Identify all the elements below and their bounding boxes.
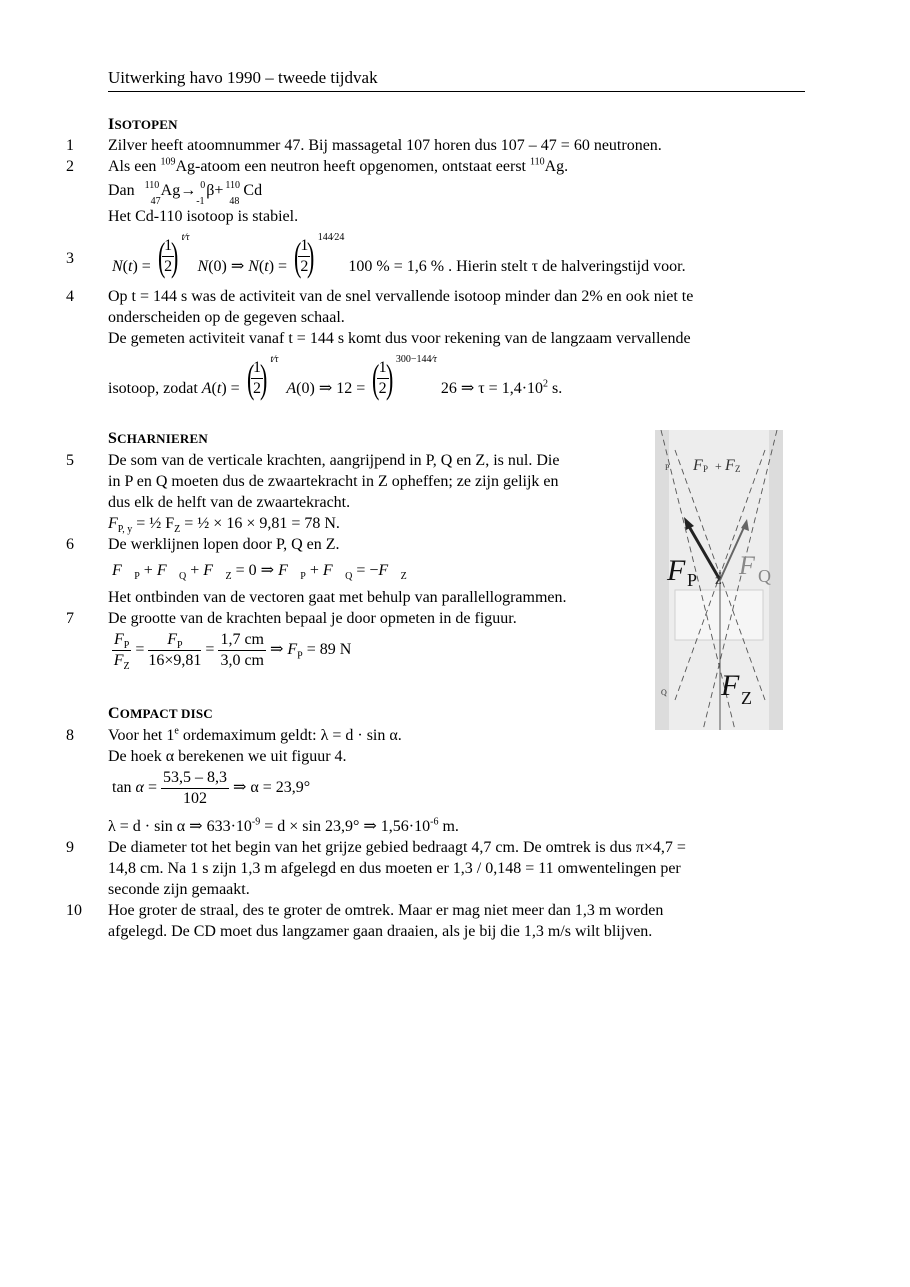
svg-text:Q: Q	[661, 688, 667, 697]
svg-text:P: P	[703, 464, 709, 474]
answer-5-line4: $F_{P, y}$ = ½ $F_Z$ = ½ × 16 × 9,81 = 78 N.	[108, 515, 340, 536]
svg-text:F: F	[725, 457, 735, 474]
answer-8-line2: De hoek α berekenen we uit figuur 4.	[108, 748, 347, 765]
question-number: 1	[66, 137, 74, 154]
svg-text:Z: Z	[735, 464, 741, 474]
force-diagram-figure	[655, 430, 783, 730]
svg-text:F: F	[721, 669, 740, 702]
question-number: 5	[66, 452, 74, 469]
question-number: 6	[66, 536, 74, 553]
answer-9-line1: De diameter tot het begin van het grijze gebied bedraagt 4,7 cm. De omtrek is dus π×4,7 =	[108, 839, 686, 856]
svg-text:Q: Q	[758, 566, 771, 586]
svg-text:+: +	[715, 459, 722, 473]
answer-4-line1: Op t = 144 s was de activiteit van de snel vervallende isotoop minder dan 2% en ook niet te	[108, 288, 694, 305]
page-header: Uitwerking havo 1990 – tweede tijdvak	[108, 68, 805, 92]
answer-7-formula: $\frac{F_P}{F_Z}$ = $\frac{F_P}{16\times 9,81}$ = $\frac{1,7 cm}{3,0 cm}$ ⇒ $F_P = 89$ N	[113, 631, 352, 673]
answer-5-line1: De som van de verticale krachten, aangrijpend in P, Q en Z, is nul. Die	[108, 452, 560, 469]
answer-2-stable: Het Cd-110 isotoop is stabiel.	[108, 208, 299, 225]
answer-4-line3: De gemeten activiteit vanaf t = 144 s komt dus voor rekening van de langzaam vervallende	[108, 330, 691, 347]
svg-text:Z: Z	[741, 688, 752, 708]
question-number: 3	[66, 250, 74, 267]
answer-10-line2: afgelegd. De CD moet dus langzamer gaan draaien, als je bij die 1,3 m/s wilt blijven.	[108, 923, 653, 940]
answer-9-line2: 14,8 cm. Na 1 s zijn 1,3 m afgelegd en dus moeten er 1,3 / 0,148 = 11 omwentelingen per	[108, 860, 681, 877]
answer-7-line1: De grootte van de krachten bepaal je door opmeten in de figuur.	[108, 610, 517, 627]
answer-6-line3: Het ontbinden van de vectoren gaat met behulp van parallellogrammen.	[108, 589, 567, 606]
answer-8-line1: Voor het 1e ordemaximum geldt: λ = d · sin α.	[108, 725, 402, 744]
section-title-scharnieren: SCHARNIEREN	[108, 430, 208, 447]
decay-formula-3: N(t) = ( $\frac{1}{2}$ ) $^{t⁄\tau}$ N(0) ⇒ N(t) = ( $\frac{1}{2}$ ) $^{144⁄24}$ 100 % = 1,6 % . Hierin stelt τ de halveringstijd voor.	[112, 231, 686, 279]
answer-4-formula: isotoop, zodat A(t) = ( $\frac{1}{2}$ ) $^{t⁄\tau}$ A(0) ⇒ 12 = ( $\frac{1}{2}$ ) $^{300-144⁄\tau}$ 26 ⇒ $\tau = 1,4\cdot 10^2$ s.	[108, 353, 563, 401]
vector-equation: $F⃗_P$ + $F⃗_Q$ + $F⃗_Z = 0$ ⇒ $F⃗_P$ + $F⃗_Q$ = $-F⃗_Z$	[112, 562, 407, 583]
svg-text:F: F	[667, 554, 686, 587]
question-number: 8	[66, 727, 74, 744]
answer-9-line3: seconde zijn gemaakt.	[108, 881, 250, 898]
svg-text:F: F	[693, 457, 703, 474]
svg-text:Z: Z	[715, 576, 722, 587]
answer-5-line2: in P en Q moeten dus de zwaartekracht in Z opheffen; ze zijn gelijk en	[108, 473, 559, 490]
svg-text:F: F	[739, 551, 755, 580]
section-title-compact-disc: COMPACT DISC	[108, 705, 213, 722]
question-number: 10	[66, 902, 82, 919]
answer-2-line1: Als een $^{109}$Ag-atoom een neutron heeft opgenomen, ontstaat eerst $^{110}$Ag.	[108, 156, 569, 175]
section-title-isotopen: ISOTOPEN	[108, 116, 178, 133]
question-number: 7	[66, 610, 74, 627]
question-number: 4	[66, 288, 74, 305]
question-number: 9	[66, 839, 74, 856]
nuclear-equation: Dan 110 47 Ag→ 0 -1 β+ 110 48 Cd	[108, 180, 263, 207]
answer-5-line3: dus elk de helft van de zwaartekracht.	[108, 494, 351, 511]
answer-6-line1: De werklijnen lopen door P, Q en Z.	[108, 536, 340, 553]
answer-4-line2: onderscheiden op de gegeven schaal.	[108, 309, 345, 326]
svg-text:P: P	[665, 463, 670, 472]
svg-text:P: P	[687, 570, 698, 590]
answer-10-line1: Hoe groter de straal, des te groter de omtrek. Maar er mag niet meer dan 1,3 m worden	[108, 902, 664, 919]
question-number: 2	[66, 158, 74, 175]
answer-8-formula: tan α = $\frac{53,5 - 8,3}{102}$ ⇒ α = 23,9°	[112, 769, 311, 807]
answer-3-tail: 100 % = 1,6 % . Hierin stelt τ de halveringstijd voor.	[348, 258, 686, 276]
answer-1: Zilver heeft atoomnummer 47. Bij massagetal 107 horen dus 107 – 47 = 60 neutronen.	[108, 137, 662, 154]
answer-8-line4: λ = d · sin α ⇒ $633\cdot 10^{-9} = d \times \sin 23,9^\circ$ ⇒ $1,56\cdot 10^{-6}$ m.	[108, 816, 459, 835]
